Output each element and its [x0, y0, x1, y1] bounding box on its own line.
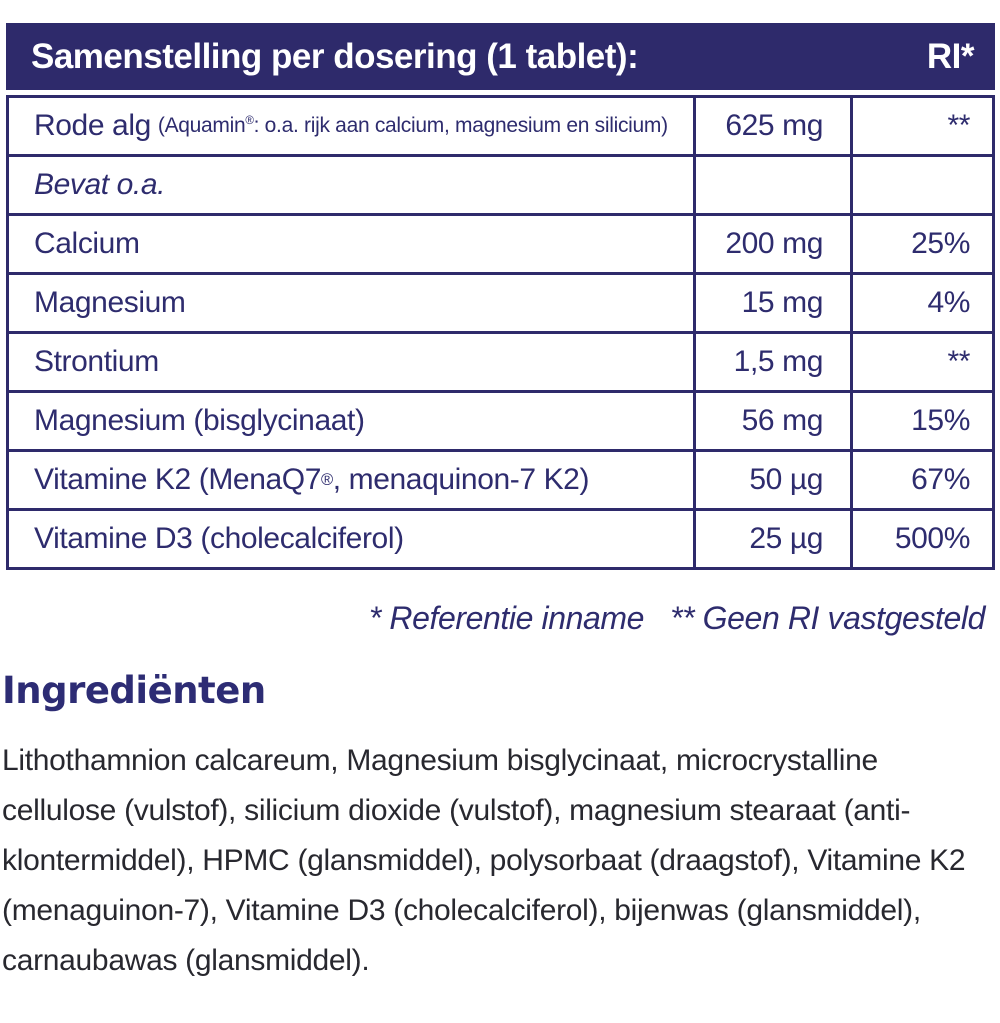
ingredient-name: Vitamine K2 (MenaQ7 ® , menaquinon-7 K2) — [34, 463, 590, 496]
footnote-no-ri: ** Geen RI vastgesteld — [670, 600, 985, 636]
ingredient-note: (Aquamin®: o.a. rijk aan calcium, magnesium en silicium) — [157, 114, 668, 137]
composition-table — [6, 23, 995, 570]
ingredient-name: Bevat o.a. — [34, 168, 166, 201]
ingredient-ri — [850, 157, 992, 213]
ingredient-label: Rode alg — [34, 109, 151, 142]
ingredient-amount: 56 mg — [693, 393, 850, 449]
table-footnotes — [0, 600, 985, 637]
ingredient-ri: ** — [850, 334, 992, 390]
ingredient-ri: 25% — [850, 216, 992, 272]
ingredient-name: Strontium — [34, 345, 159, 378]
ingredient-ri: 67% — [850, 452, 992, 508]
ingredient-amount: 25 µg — [693, 511, 850, 567]
ingredient-amount: 625 mg — [693, 98, 850, 154]
footnote-reference-intake: * Referentie inname — [368, 600, 645, 636]
table-row-vitamine-d3 — [9, 508, 992, 567]
ingredient-amount — [693, 157, 850, 213]
table-row-magnesium-bisglycinaat — [9, 390, 992, 449]
ingredient-name — [9, 98, 693, 154]
ingredient-name: Magnesium — [34, 286, 186, 319]
ingredients-paragraph: Lithothamnion calcareum, Magnesium bisglycinaat, microcrystalline cellulose (vulstof), silicium dioxide (vulstof), magnesium stearaat (anti-klontermiddel), HPMC (glansmiddel), polysorbaat (draagstof), Vitamine K2 (menaguinon-7), Vitamine D3 (cholecalciferol), bijenwas (glansmiddel), carnaubawas (glansmiddel). — [2, 744, 966, 977]
ingredient-amount: 1,5 mg — [693, 334, 850, 390]
table-row-vitamine-k2 — [9, 449, 992, 508]
ingredient-name: Calcium — [34, 227, 140, 260]
ingredient-amount: 200 mg — [693, 216, 850, 272]
ingredients-section — [2, 669, 1000, 986]
table-row-rode-alg — [9, 98, 992, 154]
ingredient-ri: ** — [850, 98, 992, 154]
ingredient-ri: 15% — [850, 393, 992, 449]
ingredients-heading: Ingrediënten — [2, 669, 266, 712]
table-row-bevat — [9, 154, 992, 213]
ingredient-amount: 15 mg — [693, 275, 850, 331]
table-body — [6, 95, 995, 570]
ingredient-name: Vitamine D3 (cholecalciferol) — [34, 522, 404, 555]
ingredient-amount: 50 µg — [693, 452, 850, 508]
table-row-strontium — [9, 331, 992, 390]
table-row-magnesium — [9, 272, 992, 331]
ingredient-name: Magnesium (bisglycinaat) — [34, 404, 365, 437]
ri-column-header: RI* — [926, 36, 974, 76]
table-header-bar — [6, 23, 995, 90]
ingredient-ri: 500% — [850, 511, 992, 567]
ingredient-ri: 4% — [850, 275, 992, 331]
table-row-calcium — [9, 213, 992, 272]
supplement-label — [0, 23, 1000, 1023]
table-title: Samenstelling per dosering (1 tablet): — [31, 36, 639, 76]
